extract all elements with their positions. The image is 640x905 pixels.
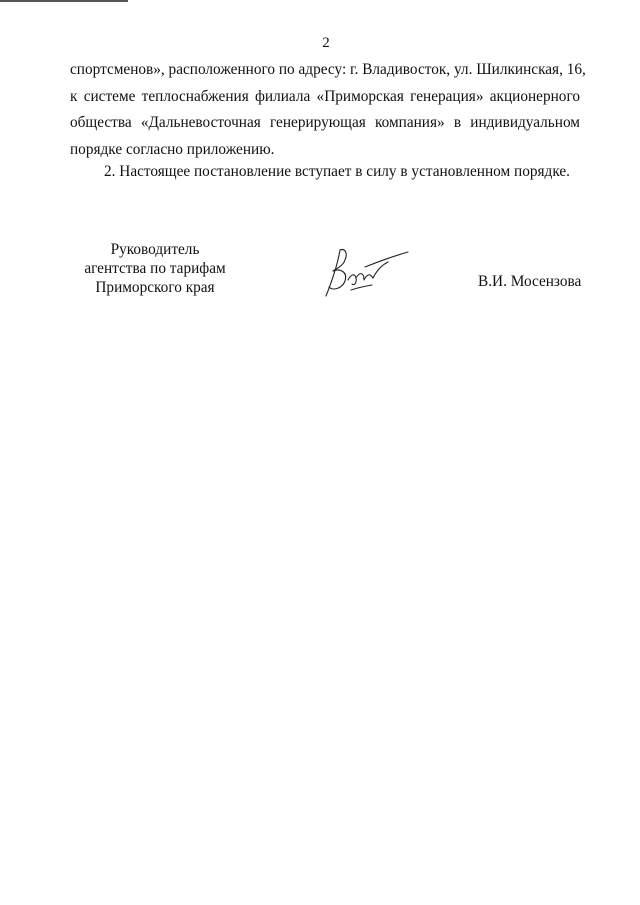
paragraph-1-line: спортсменов», расположенного по адресу: г. Владивосток, ул. Шилкинская, 16, [70,61,586,78]
position-line: Руководитель [110,241,200,258]
signatory-position [73,240,237,297]
top-edge-rule [0,0,128,2]
paragraph-1-line: общества «Дальневосточная генерирующая компания» в индивидуальном [70,114,580,131]
position-line: агентства по тарифам [84,260,226,277]
paragraph-2: 2. Настоящее постановление вступает в силу в установленном порядке. [104,163,570,180]
page-number: 2 [322,35,330,51]
paragraph-1-line: к системе теплоснабжения филиала «Приморская генерация» акционерного [70,87,580,105]
paragraph-1-line: порядке согласно приложению. [70,140,275,158]
position-line: Приморского края [95,279,215,296]
paragraph-1 [70,57,586,163]
signatory-name: В.И. Мосензова [478,273,582,290]
handwritten-signature [318,240,414,302]
